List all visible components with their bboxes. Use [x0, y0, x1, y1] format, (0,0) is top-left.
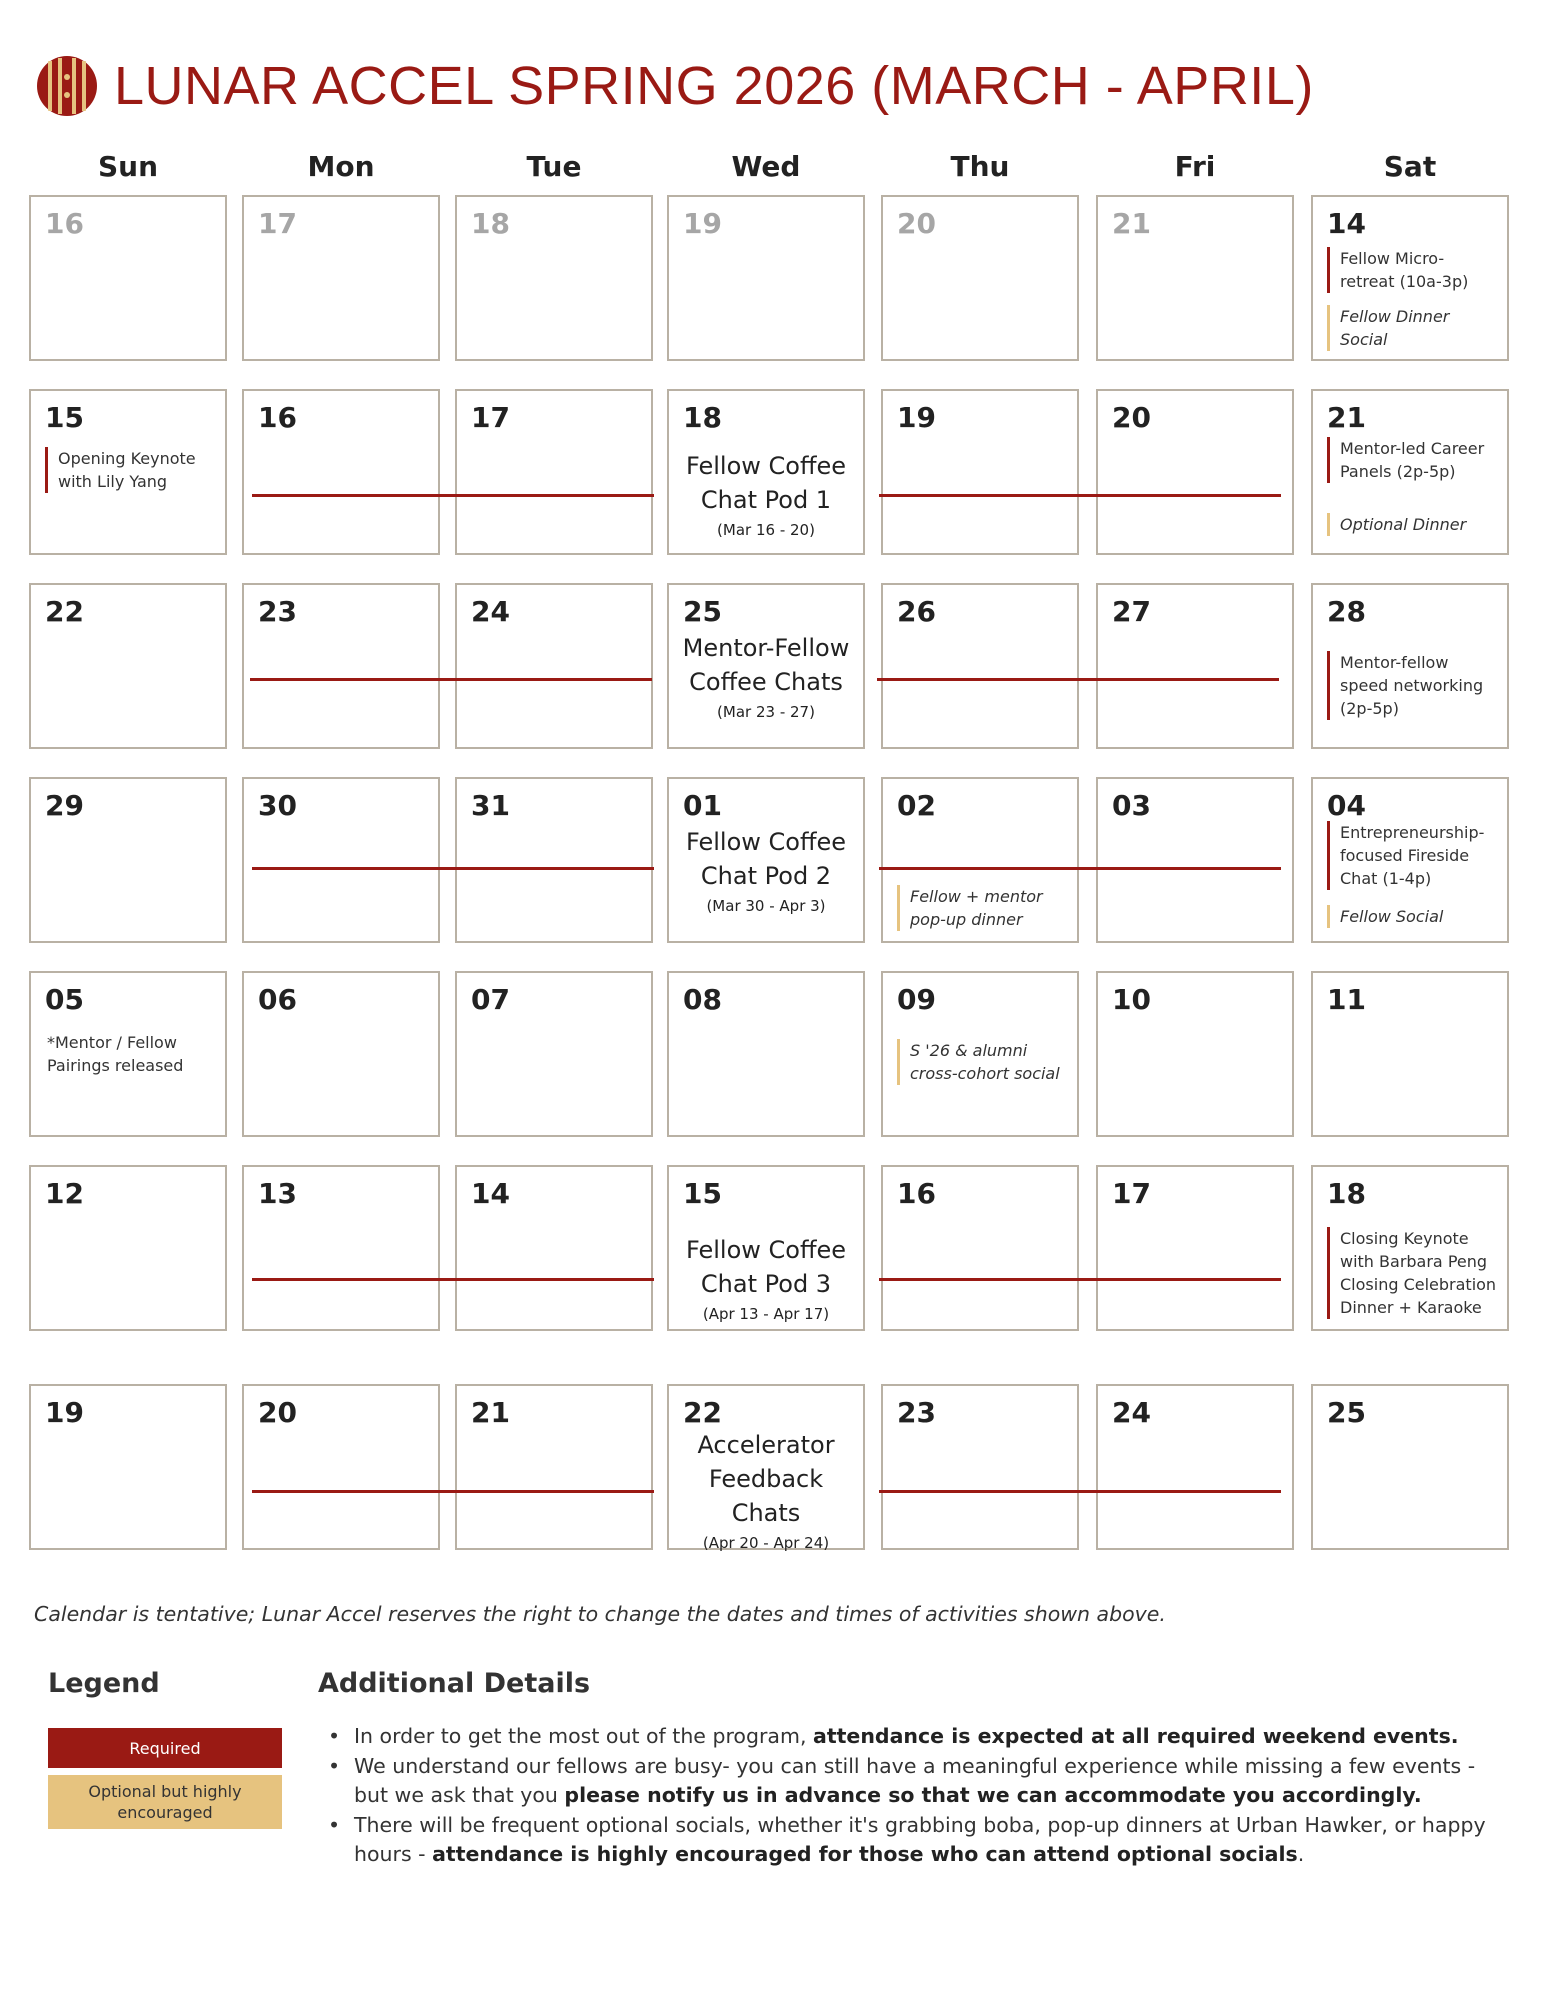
day-cell — [1311, 1384, 1509, 1550]
day-number: 30 — [258, 789, 297, 822]
list-item — [322, 1722, 1502, 1752]
day-cell — [242, 777, 440, 943]
day-number: 16 — [45, 207, 84, 240]
day-number: 23 — [897, 1396, 936, 1429]
day-cell — [881, 971, 1079, 1137]
details-heading: Additional Details — [318, 1668, 591, 1699]
day-cell — [1096, 1165, 1294, 1331]
day-cell — [1311, 583, 1509, 749]
detail-emphasis: please notify us in advance so that we can accommodate you accordingly. — [564, 1783, 1422, 1807]
day-cell — [29, 777, 227, 943]
weekday-thu: Thu — [950, 150, 1010, 183]
pod-title: Accelerator Feedback Chats — [697, 1431, 835, 1527]
day-cell — [455, 971, 653, 1137]
day-number: 23 — [258, 595, 297, 628]
coffee-chat-pod — [673, 631, 859, 723]
day-number: 04 — [1327, 789, 1366, 822]
day-cell — [881, 777, 1079, 943]
day-number: 28 — [1327, 595, 1366, 628]
day-number: 18 — [683, 401, 722, 434]
optional-event: Fellow + mentor pop-up dinner — [897, 885, 1067, 931]
day-cell — [29, 583, 227, 749]
day-number: 19 — [683, 207, 722, 240]
detail-text: There will be frequent optional socials, whether it's grabbing boba, pop-up dinners at Urban Hawker, or happy hours - — [354, 1812, 1486, 1866]
day-number: 17 — [1112, 1177, 1151, 1210]
day-number: 31 — [471, 789, 510, 822]
day-number: 16 — [897, 1177, 936, 1210]
pairing-note: *Mentor / Fellow Pairings released — [47, 1033, 184, 1075]
day-number: 19 — [45, 1396, 84, 1429]
day-cell — [881, 389, 1079, 555]
day-cell — [455, 389, 653, 555]
day-cell — [1096, 389, 1294, 555]
day-number: 03 — [1112, 789, 1151, 822]
lunar-accel-logo-icon — [36, 55, 98, 117]
detail-text-after: . — [1297, 1842, 1305, 1866]
page-title: LUNAR ACCEL SPRING 2026 (MARCH - APRIL) — [114, 56, 1314, 116]
day-cell — [242, 971, 440, 1137]
day-number: 20 — [1112, 401, 1151, 434]
pod-date-range: (Apr 20 - Apr 24) — [702, 1534, 830, 1552]
day-number: 15 — [683, 1177, 722, 1210]
list-item — [322, 1752, 1502, 1811]
day-cell — [1311, 971, 1509, 1137]
pod-date-range: (Apr 13 - Apr 17) — [702, 1305, 830, 1323]
day-cell — [455, 195, 653, 361]
weekday-sat: Sat — [1383, 150, 1437, 183]
coffee-chat-pod — [673, 1428, 859, 1554]
detail-emphasis: attendance is highly encouraged for those who can attend optional socials — [432, 1842, 1298, 1866]
day-cell — [29, 195, 227, 361]
weekday-wed: Wed — [731, 150, 801, 183]
day-cell — [1096, 777, 1294, 943]
pod-title: Fellow Coffee Chat Pod 1 — [685, 452, 847, 514]
day-number: 16 — [258, 401, 297, 434]
day-cell — [1096, 195, 1294, 361]
day-number: 09 — [897, 983, 936, 1016]
day-cell — [667, 971, 865, 1137]
header — [36, 54, 1314, 118]
detail-text: In order to get the most out of the program, — [354, 1724, 813, 1748]
required-event: Opening Keynote with Lily Yang — [45, 447, 215, 493]
detail-emphasis: attendance is expected at all required weekend events. — [812, 1724, 1459, 1748]
optional-event: Optional Dinner — [1327, 513, 1497, 536]
day-number: 22 — [683, 1396, 722, 1429]
day-number: 24 — [471, 595, 510, 628]
legend-required: Required — [48, 1728, 282, 1768]
week-span-line — [877, 678, 1279, 681]
day-cell — [1096, 1384, 1294, 1550]
day-number: 24 — [1112, 1396, 1151, 1429]
weekday-sun: Sun — [97, 150, 159, 183]
day-number: 29 — [45, 789, 84, 822]
day-number: 21 — [1327, 401, 1366, 434]
day-cell — [242, 1165, 440, 1331]
day-number: 27 — [1112, 595, 1151, 628]
day-cell — [242, 389, 440, 555]
week-span-line — [252, 1278, 654, 1281]
week-span-line — [879, 1490, 1281, 1493]
details-list — [322, 1722, 1502, 1870]
week-span-line — [879, 1278, 1281, 1281]
week-span-line — [879, 867, 1281, 870]
pod-date-range: (Mar 30 - Apr 3) — [706, 897, 826, 915]
weekday-fri: Fri — [1174, 150, 1216, 183]
day-cell — [667, 389, 865, 555]
required-event: Mentor-led Career Panels (2p-5p) — [1327, 437, 1497, 483]
day-cell — [667, 1384, 865, 1550]
day-cell — [1311, 1165, 1509, 1331]
required-event: Entrepreneurship-focused Fireside Chat (1-4p) — [1327, 821, 1497, 890]
day-number: 07 — [471, 983, 510, 1016]
weekday-tue: Tue — [526, 150, 582, 183]
day-cell — [29, 1384, 227, 1550]
required-event: Mentor-fellow speed networking (2p-5p) — [1327, 651, 1497, 720]
coffee-chat-pod — [673, 1233, 859, 1325]
list-item — [322, 1811, 1502, 1870]
day-number: 26 — [897, 595, 936, 628]
day-cell — [29, 389, 227, 555]
optional-event: Fellow Social — [1327, 905, 1497, 928]
day-number: 08 — [683, 983, 722, 1016]
bullet-icon: • — [328, 1724, 341, 1748]
week-span-line — [879, 494, 1281, 497]
week-span-line — [252, 494, 654, 497]
day-cell — [667, 195, 865, 361]
day-cell — [455, 1165, 653, 1331]
day-cell — [1311, 389, 1509, 555]
day-number: 05 — [45, 983, 84, 1016]
day-cell — [455, 777, 653, 943]
day-number: 20 — [258, 1396, 297, 1429]
day-cell — [1096, 971, 1294, 1137]
day-cell — [667, 777, 865, 943]
day-number: 01 — [683, 789, 722, 822]
legend-optional: Optional but highly encouraged — [48, 1775, 282, 1829]
day-cell — [29, 971, 227, 1137]
day-number: 25 — [1327, 1396, 1366, 1429]
day-cell — [881, 195, 1079, 361]
pod-date-range: (Mar 23 - 27) — [717, 703, 815, 721]
day-number: 15 — [45, 401, 84, 434]
day-number: 21 — [471, 1396, 510, 1429]
day-number: 17 — [258, 207, 297, 240]
day-number: 21 — [1112, 207, 1151, 240]
day-number: 10 — [1112, 983, 1151, 1016]
optional-event: S '26 & alumni cross-cohort social — [897, 1039, 1067, 1085]
week-span-line — [252, 867, 654, 870]
pod-date-range: (Mar 16 - 20) — [717, 521, 815, 539]
day-number: 18 — [471, 207, 510, 240]
day-cell — [667, 1165, 865, 1331]
day-number: 22 — [45, 595, 84, 628]
pod-title: Fellow Coffee Chat Pod 2 — [685, 828, 847, 890]
day-number: 11 — [1327, 983, 1366, 1016]
day-cell — [242, 1384, 440, 1550]
day-cell — [1311, 195, 1509, 361]
day-number: 13 — [258, 1177, 297, 1210]
week-span-line — [252, 1490, 654, 1493]
bullet-icon: • — [328, 1753, 341, 1778]
day-number: 02 — [897, 789, 936, 822]
day-number: 12 — [45, 1177, 84, 1210]
day-cell — [1311, 777, 1509, 943]
day-cell — [455, 1384, 653, 1550]
day-number: 25 — [683, 595, 722, 628]
coffee-chat-pod — [673, 825, 859, 917]
disclaimer-note: Calendar is tentative; Lunar Accel reserves the right to change the dates and times of activities shown above. — [34, 1602, 1166, 1626]
day-number: 06 — [258, 983, 297, 1016]
optional-event: Fellow Dinner Social — [1327, 305, 1497, 351]
day-number: 17 — [471, 401, 510, 434]
day-cell — [455, 583, 653, 749]
bullet-icon: • — [328, 1812, 341, 1837]
pod-title: Mentor-Fellow Coffee Chats — [682, 634, 850, 696]
day-cell — [29, 1165, 227, 1331]
day-cell — [1096, 583, 1294, 749]
day-cell — [881, 583, 1079, 749]
day-cell — [242, 583, 440, 749]
day-number: 14 — [471, 1177, 510, 1210]
required-event: Fellow Micro-retreat (10a-3p) — [1327, 247, 1497, 293]
day-cell — [667, 583, 865, 749]
legend-heading: Legend — [48, 1668, 160, 1699]
day-number: 20 — [897, 207, 936, 240]
required-event: Closing Keynote with Barbara Peng Closing Celebration Dinner + Karaoke — [1327, 1227, 1497, 1319]
pod-title: Fellow Coffee Chat Pod 3 — [685, 1236, 847, 1298]
weekday-mon: Mon — [307, 150, 375, 183]
day-cell — [881, 1165, 1079, 1331]
day-cell — [881, 1384, 1079, 1550]
day-number: 19 — [897, 401, 936, 434]
week-span-line — [250, 678, 652, 681]
detail-text: We understand our fellows are busy- you can still have a meaningful experience while missing a few events - but we ask that you — [354, 1753, 1476, 1807]
coffee-chat-pod — [673, 449, 859, 541]
day-cell — [242, 195, 440, 361]
day-number: 18 — [1327, 1177, 1366, 1210]
day-number: 14 — [1327, 207, 1366, 240]
